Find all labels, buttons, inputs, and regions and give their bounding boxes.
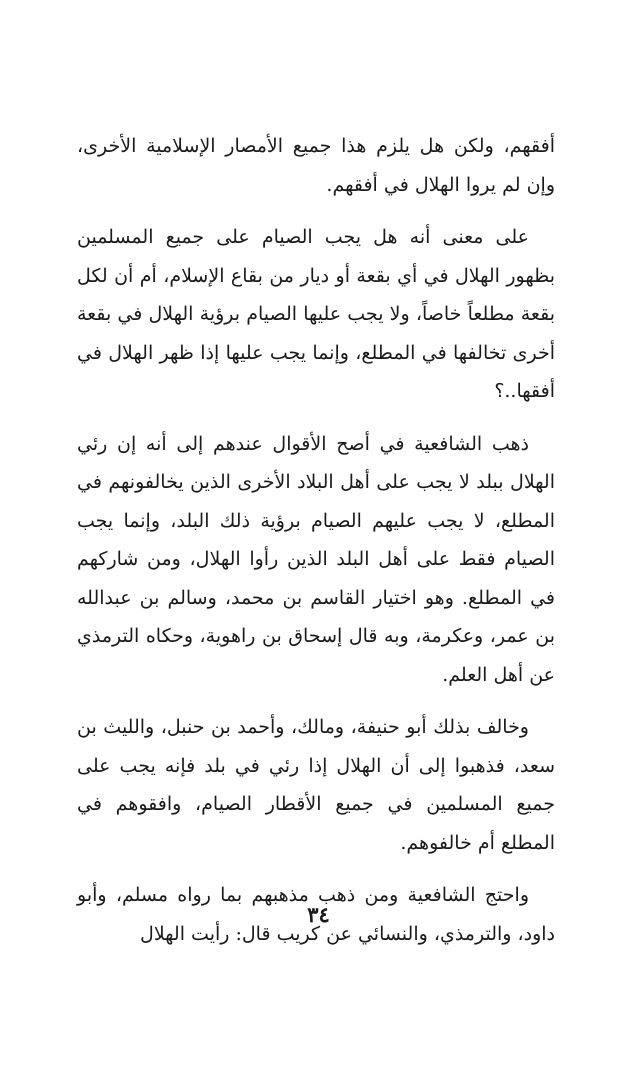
paragraph: ذهب الشافعية في أصح الأقوال عندهم إلى أنه إن رئي الهلال ببلد لا يجب على أهل البلاد الأخرى الذين يخالفونهم في المطلع، لا يجب عليهم الصيام برؤية ذلك البلد، وإنما يجب الصيام فقط على أهل البلد الذين رأوا الهلال، ومن شاركهم في المطلع. وهو اختيار القاسم بن محمد، وسالم بن عبدالله بن عمر، وعكرمة، وبه قال إسحاق بن راهوية، وحكاه الترمذي عن أهل العلم. [77,432,555,686]
paragraph: على معنى أنه هل يجب الصيام على جميع المسلمين بظهور الهلال في أي بقعة أو ديار من بقاع الإسلام، أم أن لكل بقعة مطلعاً خاصاً، ولا يجب عليها الصيام برؤية الهلال في بقعة أخرى تخالفها في المطلع، وإنما يجب عليها إذا ظهر الهلال في أفقها..؟ [77,226,555,402]
paragraph: واحتج الشافعية ومن ذهب مذهبهم بما رواه مسلم، وأبو داود، والترمذي، والنسائي عن كريب قال: رأيت الهلال [77,884,555,945]
paragraph: وخالف بذلك أبو حنيفة، ومالك، وأحمد بن حنبل، والليث بن سعد، فذهبوا إلى أن الهلال إذا رئي في بلد فإنه يجب على جميع المسلمين في جميع الأقطار الصيام، وافقوهم في المطلع أم خالفوهم. [77,716,555,854]
body-text [77,127,555,967]
page-number: ٣٤ [307,902,330,927]
paragraph: أفقهم، ولكن هل يلزم هذا جميع الأمصار الإسلامية الأخرى، وإن لم يروا الهلال في أفقهم. [77,135,555,196]
